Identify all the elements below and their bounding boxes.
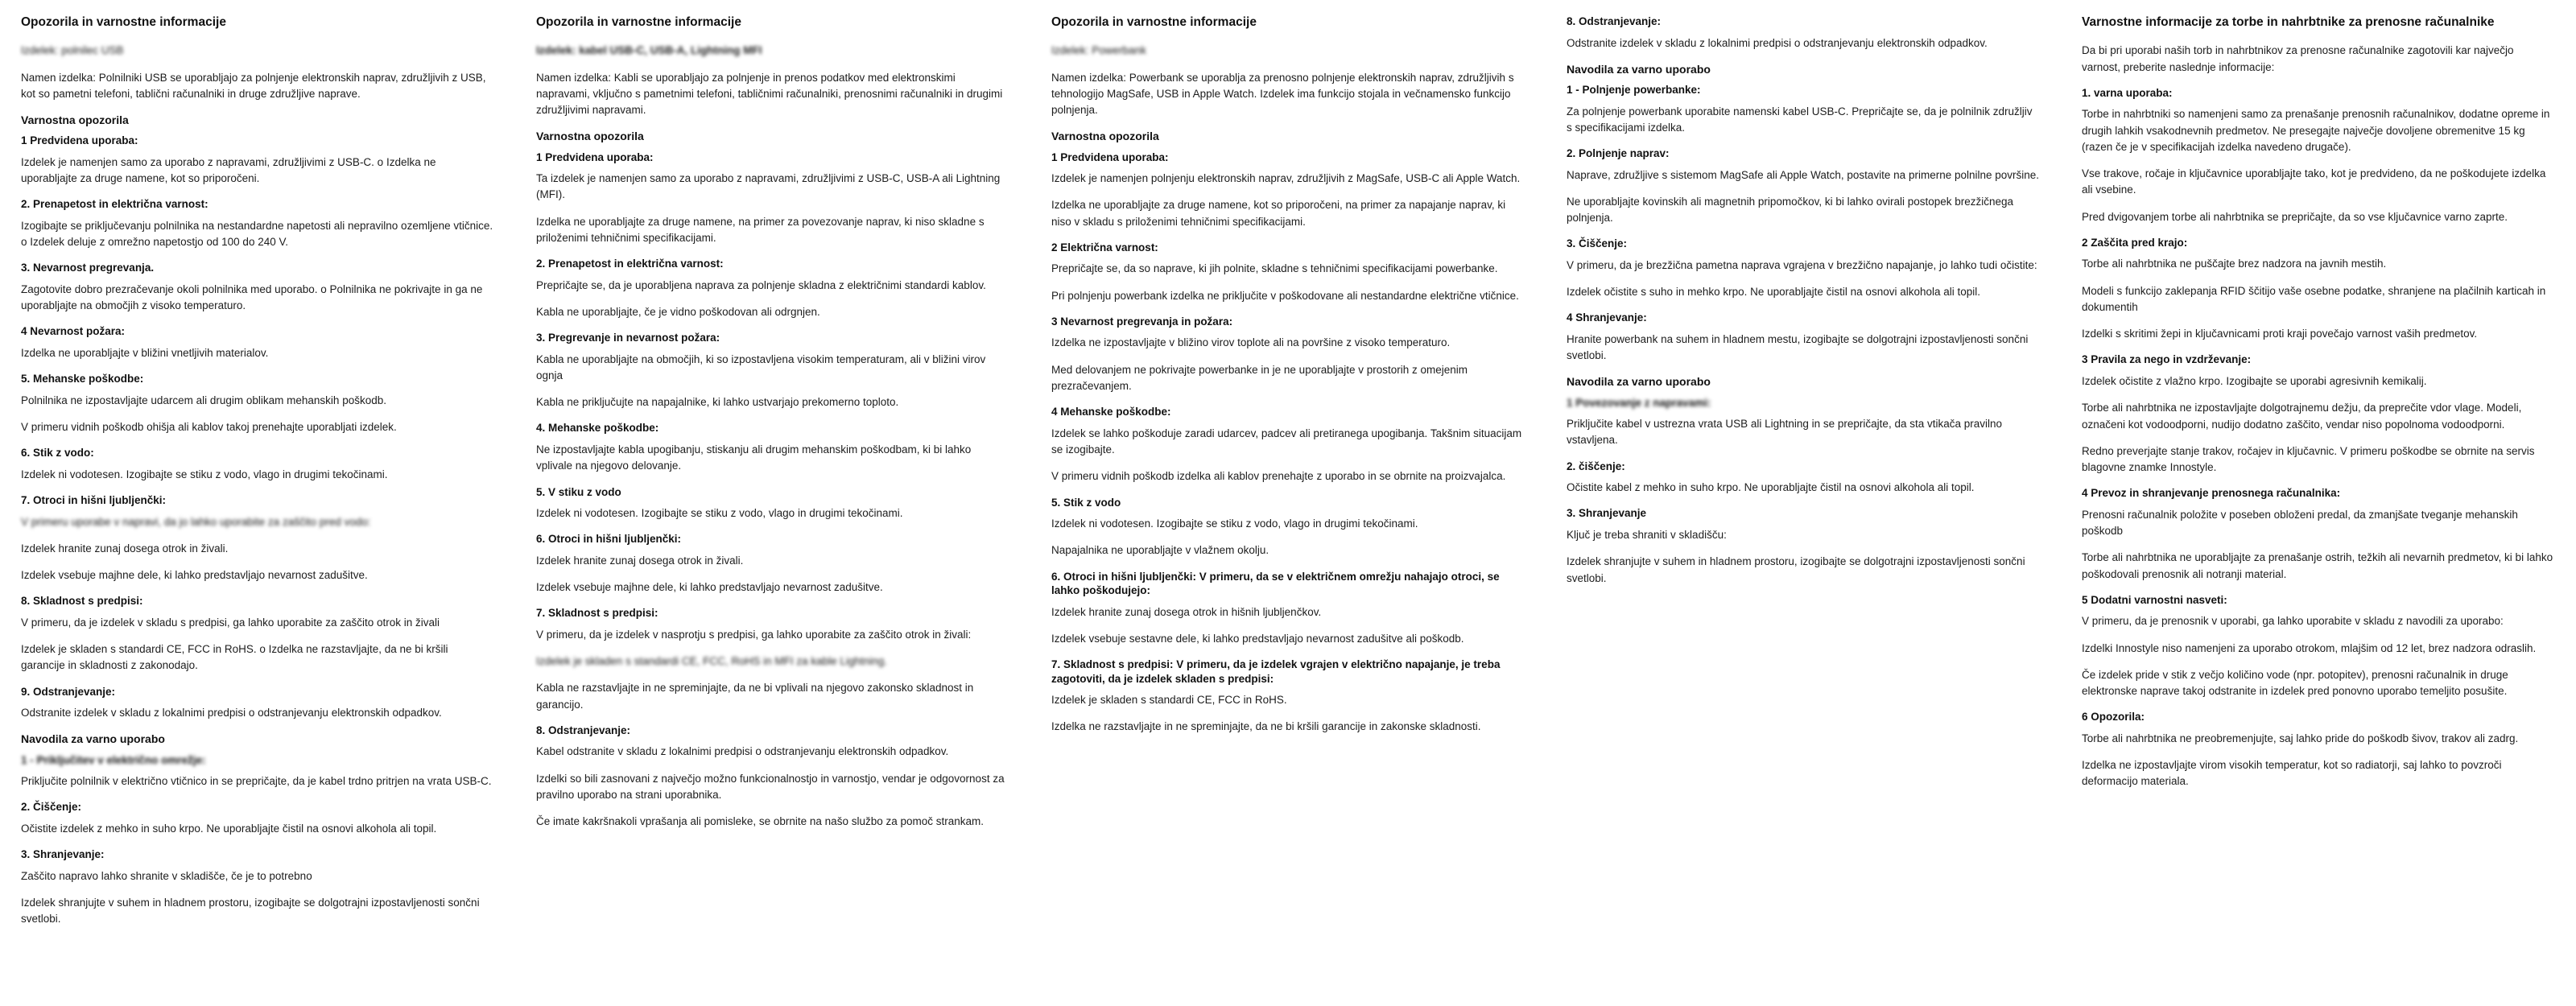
paragraph: Izdelka ne uporabljajte za druge namene, kot so priporočeni, na primer za napajanje naprav, ki niso v skladu s priloženimi tehničnimi specifikacijami. [1051,199,1506,228]
paragraph: Izdelek: polnilec USB [21,44,124,57]
subsection-heading: 1. varna uporaba: [2082,86,2173,99]
paragraph: Priključite kabel v ustrezna vrata USB ali Lightning in se prepričajte, da sta vtikača pravilno vstavljena. [1567,418,2003,447]
paragraph: Naprave, združljive s sistemom MagSafe ali Apple Watch, postavite na primerne polnilne površine. [1567,168,2040,181]
subsection-heading: 2. Čiščenje: [21,801,82,814]
paragraph: Kabla ne uporabljajte, če je vidno poškodovan ali odrgnjen. [536,305,820,318]
paragraph: Kabel odstranite v skladu z lokalnimi predpisi o odstranjevanju elektronskih odpadkov. [536,745,949,758]
column-content-4 [1567,14,2040,587]
paragraph: Izdelka ne uporabljajte za druge namene, na primer za povezovanje naprav, ki niso skladne s priloženimi tehničnimi specifikacijami. [536,215,985,244]
paragraph: Izdelek je namenjen polnjenju elektronskih naprav, združljivih z MagSafe, USB-C ali Apple Watch. [1051,172,1521,185]
subsection-heading: 7. Skladnost s predpisi: [536,607,658,620]
paragraph: Izdelek ni vodotesen. Izogibajte se stiku z vodo, vlago in drugimi tekočinami. [1051,517,1418,530]
subsection-heading: 1 - Polnjenje powerbanke: [1567,83,1701,96]
subsection-heading: 2. Polnjenje naprav: [1567,147,1670,160]
subsection-heading: 2 Zaščita pred krajo: [2082,236,2188,249]
document-column-2 [515,14,1030,830]
column-title: Opozorila in varnostne informacije [536,15,741,29]
paragraph: Izdelek se lahko poškoduje zaradi udarcev, padcev ali pretiranega upogibanja. Takšnim situacijam se izogibajte. [1051,427,1522,456]
paragraph: Modeli s funkcijo zaklepanja RFID ščitijo vaše osebne podatke, shranjene na plačilnih karticah in dokumentih [2082,284,2546,313]
paragraph: Namen izdelka: Powerbank se uporablja za prenosno polnjenje elektronskih naprav, združljivih s tehnologijo MagSafe, USB in Apple Watch. Izdelek ima funkcijo stojala in večnamensko funkcijo polnjenja. [1051,71,1514,117]
paragraph: Izdelek je namenjen samo za uporabo z napravami, združljivimi z USB-C. o Izdelka ne uporabljajte za druge namene, kot so priporočeni. [21,155,436,185]
document-column-1 [0,14,515,928]
subsection-heading: 2. Prenapetost in električna varnost: [21,198,208,211]
section-heading: Varnostna opozorila [536,130,644,143]
paragraph: Očistite kabel z mehko in suho krpo. Ne uporabljajte čistil na osnovi alkohola ali topil. [1567,481,1975,494]
paragraph: Pri polnjenju powerbank izdelka ne priključite v poškodovane ali nestandardne električne vtičnice. [1051,289,1519,302]
subsection-heading: 3. Čiščenje: [1567,237,1628,250]
paragraph: Izdelek: kabel USB-C, USB-A, Lightning MFI [536,44,762,57]
paragraph: V primeru, da je izdelek v skladu s predpisi, ga lahko uporabite za zaščito otrok in živali [21,616,440,629]
paragraph: V primeru vidnih poškodb izdelka ali kablov prenehajte z uporabo in se obrnite na proizvajalca. [1051,470,1506,483]
paragraph: Izdelek vsebuje majhne dele, ki lahko predstavljajo nevarnost zadušitve. [536,581,883,594]
document-column-5 [2061,14,2576,790]
subsection-heading: 4 Nevarnost požara: [21,325,126,338]
column-content-2 [536,14,1009,830]
paragraph: Če izdelek pride v stik z večjo količino vode (npr. potopitev), prenosni računalnik in druge elektronske naprave takoj odstranite in izdelek pred ponovno uporabo temeljito posušite. [2082,668,2508,698]
paragraph: Izdelek hranite zunaj dosega otrok in živali. [21,542,229,555]
subsection-heading: 1 - Priključitev v električno omrežje: [21,753,206,766]
paragraph: Izdelek shranjujte v suhem in hladnem prostoru, izogibajte se dolgotrajni izpostavljenosti sončni svetlobi. [21,897,480,926]
paragraph: Izdelek ni vodotesen. Izogibajte se stiku z vodo, vlago in drugimi tekočinami. [536,507,903,520]
paragraph: Prenosni računalnik položite v poseben obloženi predal, da zmanjšate tveganje mehanskih poškodb [2082,508,2518,538]
subsection-heading: 1 Predvidena uporaba: [21,134,138,147]
paragraph: Ne izpostavljajte kabla upogibanju, stiskanju ali drugim mehanskim poškodbam, ki bi lahko vplivale na njegovo delovanje. [536,443,972,472]
subsection-heading: 1 Predvidena uporaba: [1051,150,1169,163]
paragraph: V primeru, da je prenosnik v uporabi, ga lahko uporabite v skladu z navodili za uporabo: [2082,615,2504,628]
paragraph: V primeru vidnih poškodb ohišja ali kablov takoj prenehajte uporabljati izdelek. [21,421,397,434]
paragraph: V primeru uporabe v napravi, da jo lahko uporabite za zaščito pred vodo: [21,515,371,528]
subsection-heading: 3. Shranjevanje [1567,507,1647,520]
column-title: Opozorila in varnostne informacije [1051,15,1257,29]
paragraph: Torbe ali nahrbtnika ne preobremenjujte, saj lahko pride do poškodb šivov, trakov ali zadrg. [2082,732,2519,744]
paragraph: Če imate kakršnakoli vprašanja ali pomisleke, se obrnite na našo službo za pomoč strankam. [536,815,985,828]
subsection-heading: 8. Odstranjevanje: [1567,15,1662,27]
paragraph: Za polnjenje powerbank uporabite namenski kabel USB-C. Prepričajte se, da je polnilnik združljiv s specifikacijami izdelka. [1567,105,2033,134]
section-heading: Varnostna opozorila [21,113,129,127]
subsection-heading: 5 Dodatni varnostni nasveti: [2082,593,2227,606]
paragraph: Namen izdelka: Kabli se uporabljajo za polnjenje in prenos podatkov med elektronskimi napravami, vključno s pametnimi telefoni, tabličnimi računalniki, prenosnimi računalniki in drugimi združljivimi napravami. [536,71,1003,117]
subsection-heading: 2 Električna varnost: [1051,241,1158,254]
paragraph: Prepričajte se, da so naprave, ki jih polnite, skladne s tehničnimi specifikacijami powerbanke. [1051,262,1498,275]
paragraph: Zaščito napravo lahko shranite v skladišče, če je to potrebno [21,869,312,882]
paragraph: Ključ je treba shraniti v skladišču: [1567,529,1727,541]
paragraph: Pred dvigovanjem torbe ali nahrbtnika se prepričajte, da so vse ključavnice varno zaprte. [2082,210,2508,223]
paragraph: V primeru, da je brezžična pametna naprava vgrajena v brezžično napajanje, jo lahko tudi očistite: [1567,258,2037,271]
paragraph: Izogibajte se priključevanju polnilnika na nestandardne napetosti ali nepravilno ozemljene vtičnice. o Izdelek deluje z omrežno napetostjo od 100 do 240 V. [21,219,493,249]
subsection-heading: 4 Mehanske poškodbe: [1051,406,1171,418]
paragraph: Namen izdelka: Polnilniki USB se uporabljajo za polnjenje elektronskih naprav, združljivih z USB, kot so pametni telefoni, tablični računalniki in druge združljive naprave. [21,71,486,100]
paragraph: Torbe ali nahrbtnika ne puščajte brez nadzora na javnih mestih. [2082,258,2387,270]
paragraph: Izdelki s skritimi žepi in ključavnicami proti kraji povečajo varnost vaših predmetov. [2082,328,2478,340]
paragraph: Izdelki so bili zasnovani z največjo možno funkcionalnostjo in varnostjo, vendar je odgovornost za pravilno uporabo na strani uporabnika. [536,772,1005,801]
subsection-heading: 4. Mehanske poškodbe: [536,422,659,435]
paragraph: Ta izdelek je namenjen samo za uporabo z napravami, združljivimi z USB-C, USB-A ali Lightning (MFI). [536,172,1001,201]
paragraph: Izdelek je skladen s standardi CE, FCC, RoHS in MFI za kable Lightning. [536,655,887,668]
subsection-heading: 3. Nevarnost pregrevanja. [21,262,155,274]
subsection-heading: 6. Stik z vodo: [21,447,94,460]
paragraph: Kabla ne uporabljajte na območjih, ki so izpostavljena visokim temperaturam, ali v bližini virov ognja [536,353,986,381]
document-column-3 [1030,14,1546,736]
paragraph: Napajalnika ne uporabljajte v vlažnem okolju. [1051,544,1269,557]
document-column-4 [1546,14,2061,587]
paragraph: Izdelka ne razstavljajte in ne spreminjajte, da ne bi kršili garancije in zakonske skladnosti. [1051,720,1481,733]
column-content-5 [2082,14,2555,790]
section-heading: Varnostna opozorila [1051,130,1159,143]
paragraph: Torbe ali nahrbtnika ne izpostavljajte dolgotrajnemu dežju, da preprečite vdor vlage. Modeli, označeni kot vodoodporni, nudijo dodatno zaščito, vendar niso popolnoma vodoodporni. [2082,402,2522,431]
paragraph: Izdelek hranite zunaj dosega otrok in hišnih ljubljenčkov. [1051,605,1322,618]
paragraph: Izdelek ni vodotesen. Izogibajte se stiku z vodo, vlago in drugimi tekočinami. [21,468,388,480]
subsection-heading: 1 Predvidena uporaba: [536,150,654,163]
subsection-heading: 5. Mehanske poškodbe: [21,373,144,385]
subsection-heading: 3. Shranjevanje: [21,848,105,861]
paragraph: Polnilnika ne izpostavljajte udarcem ali drugim oblikam mehanskih poškodb. [21,394,386,406]
column-title: Varnostne informacije za torbe in nahrbtnike za prenosne računalnike [2082,15,2495,29]
subsection-heading: 4 Shranjevanje: [1567,311,1647,324]
paragraph: Očistite izdelek z mehko in suho krpo. Ne uporabljajte čistil na osnovi alkohola ali topil. [21,823,437,835]
column-title: Opozorila in varnostne informacije [21,15,226,29]
column-content-1 [21,14,494,928]
subsection-heading: 3 Pravila za nego in vzdrževanje: [2082,353,2252,366]
section-heading: Navodila za varno uporabo [1567,375,1711,389]
paragraph: Izdelek je skladen s standardi CE, FCC in RoHS. o Izdelka ne razstavljajte, da ne bi kršili garancije in skladnosti z zakonodajo. [21,643,448,672]
paragraph: Kabla ne razstavljajte in ne spreminjajte, da ne bi vplivali na njegovo zakonsko skladnost in garancijo. [536,682,974,711]
subsection-heading: 3. Pregrevanje in nevarnost požara: [536,332,720,344]
subsection-heading: 7. Skladnost s predpisi: V primeru, da je izdelek vgrajen v električno napajanje, je treba zagotoviti, da je izdelek skladen s predpisi: [1051,658,1501,685]
paragraph: Vse trakove, ročaje in ključavnice uporabljajte tako, kot je predvideno, da ne poškodujete izdelka ali vsebine. [2082,167,2546,196]
section-heading: Navodila za varno uporabo [21,732,165,746]
paragraph: Izdelek vsebuje majhne dele, ki lahko predstavljajo nevarnost zadušitve. [21,569,368,582]
paragraph: Da bi pri uporabi naših torb in nahrbtnikov za prenosne računalnike zagotovili kar največjo varnost, preberite naslednje informacije: [2082,44,2514,73]
subsection-heading: 5. V stiku z vodo [536,485,621,498]
paragraph: Izdelek vsebuje sestavne dele, ki lahko predstavljajo nevarnost zadušitve ali poškodb. [1051,632,1464,645]
subsection-heading: 5. Stik z vodo [1051,496,1121,509]
paragraph: Izdelki Innostyle niso namenjeni za uporabo otrokom, mlajšim od 12 let, brez nadzora odraslih. [2082,641,2537,654]
subsection-heading: 1 Povezovanje z napravami: [1567,396,1711,409]
paragraph: Priključite polnilnik v električno vtičnico in se prepričajte, da je kabel trdno pritrjen na vrata USB-C. [21,775,492,788]
subsection-heading: 6. Otroci in hišni ljubljenčki: [536,533,682,546]
paragraph: Zagotovite dobro prezračevanje okoli polnilnika med uporabo. o Polnilnika ne pokrivajte in ga ne uporabljajte na območjih z visoko temperaturo. [21,282,483,312]
paragraph: Izdelek očistite z vlažno krpo. Izogibajte se uporabi agresivnih kemikalij. [2082,375,2427,388]
subsection-heading: 6. Otroci in hišni ljubljenčki: V primeru, da se v električnem omrežju nahajajo otroci, se lahko poškodujejo: [1051,570,1500,597]
paragraph: V primeru, da je izdelek v nasprotju s predpisi, ga lahko uporabite za zaščito otrok in živali: [536,628,972,641]
paragraph: Odstranite izdelek v skladu z lokalnimi predpisi o odstranjevanju elektronskih odpadkov. [21,707,442,719]
subsection-heading: 4 Prevoz in shranjevanje prenosnega računalnika: [2082,487,2341,500]
paragraph: Prepričajte se, da je uporabljena naprava za polnjenje skladna z električnimi standardi kablov. [536,278,986,291]
subsection-heading: 6 Opozorila: [2082,711,2145,724]
subsection-heading: 8. Skladnost s predpisi: [21,595,143,608]
subsection-heading: 9. Odstranjevanje: [21,685,116,698]
paragraph: Izdelek shranjujte v suhem in hladnem prostoru, izogibajte se dolgotrajni izpostavljenosti sončni svetlobi. [1567,555,2025,584]
paragraph: Torbe in nahrbtniki so namenjeni samo za prenašanje prenosnih računalnikov, dodatne opreme in drugih lahkih vsakodnevnih predmetov. Ne presegajte največje dovoljene obremenitve 15 kg (razen če je v specifikacijah izdelka navedeno drugače). [2082,108,2550,153]
paragraph: Izdelka ne uporabljajte v bližini vnetljivih materialov. [21,347,269,359]
paragraph: Izdelek: Powerbank [1051,44,1146,57]
paragraph: Izdelek očistite s suho in mehko krpo. Ne uporabljajte čistil na osnovi alkohola ali topil. [1567,286,1981,299]
subsection-heading: 2. Prenapetost in električna varnost: [536,258,724,270]
paragraph: Redno preverjajte stanje trakov, ročajev in ključavnic. V primeru poškodbe se obrnite na servis blagovne znamke Innostyle. [2082,444,2535,474]
paragraph: Izdelka ne izpostavljajte v bližino virov toplote ali na površine z visoko temperaturo. [1051,336,1451,349]
paragraph: Izdelek je skladen s standardi CE, FCC in RoHS. [1051,694,1287,707]
paragraph: Odstranite izdelek v skladu z lokalnimi predpisi o odstranjevanju elektronskih odpadkov. [1567,36,1988,49]
column-content-3 [1051,14,1525,736]
subsection-heading: 3 Nevarnost pregrevanja in požara: [1051,315,1233,328]
subsection-heading: 7. Otroci in hišni ljubljenčki: [21,494,167,507]
paragraph: Hranite powerbank na suhem in hladnem mestu, izogibajte se dolgotrajni izpostavljenosti sončni svetlobi. [1567,332,2029,362]
paragraph: Ne uporabljajte kovinskih ali magnetnih pripomočkov, ki bi lahko ovirali postopek brezžičnega polnjenja. [1567,195,2014,225]
paragraph: Med delovanjem ne pokrivajte powerbanke in je ne uporabljajte v prostorih z omejenim prezračevanjem. [1051,363,1468,392]
subsection-heading: 2. čiščenje: [1567,460,1625,472]
paragraph: Kabla ne priključujte na napajalnike, ki lahko ustvarjajo prekomerno toploto. [536,396,899,409]
paragraph: Izdelka ne izpostavljajte virom visokih temperatur, kot so radiatorji, saj lahko to povzroči deformacijo materiala. [2082,759,2502,788]
paragraph: Izdelek hranite zunaj dosega otrok in živali. [536,554,744,567]
section-heading: Navodila za varno uporabo [1567,62,1711,76]
subsection-heading: 8. Odstranjevanje: [536,724,631,736]
paragraph: Torbe ali nahrbtnika ne uporabljajte za prenašanje ostrih, težkih ali nevarnih predmetov, ki bi lahko poškodovali prenosnik ali notranji material. [2082,551,2553,580]
